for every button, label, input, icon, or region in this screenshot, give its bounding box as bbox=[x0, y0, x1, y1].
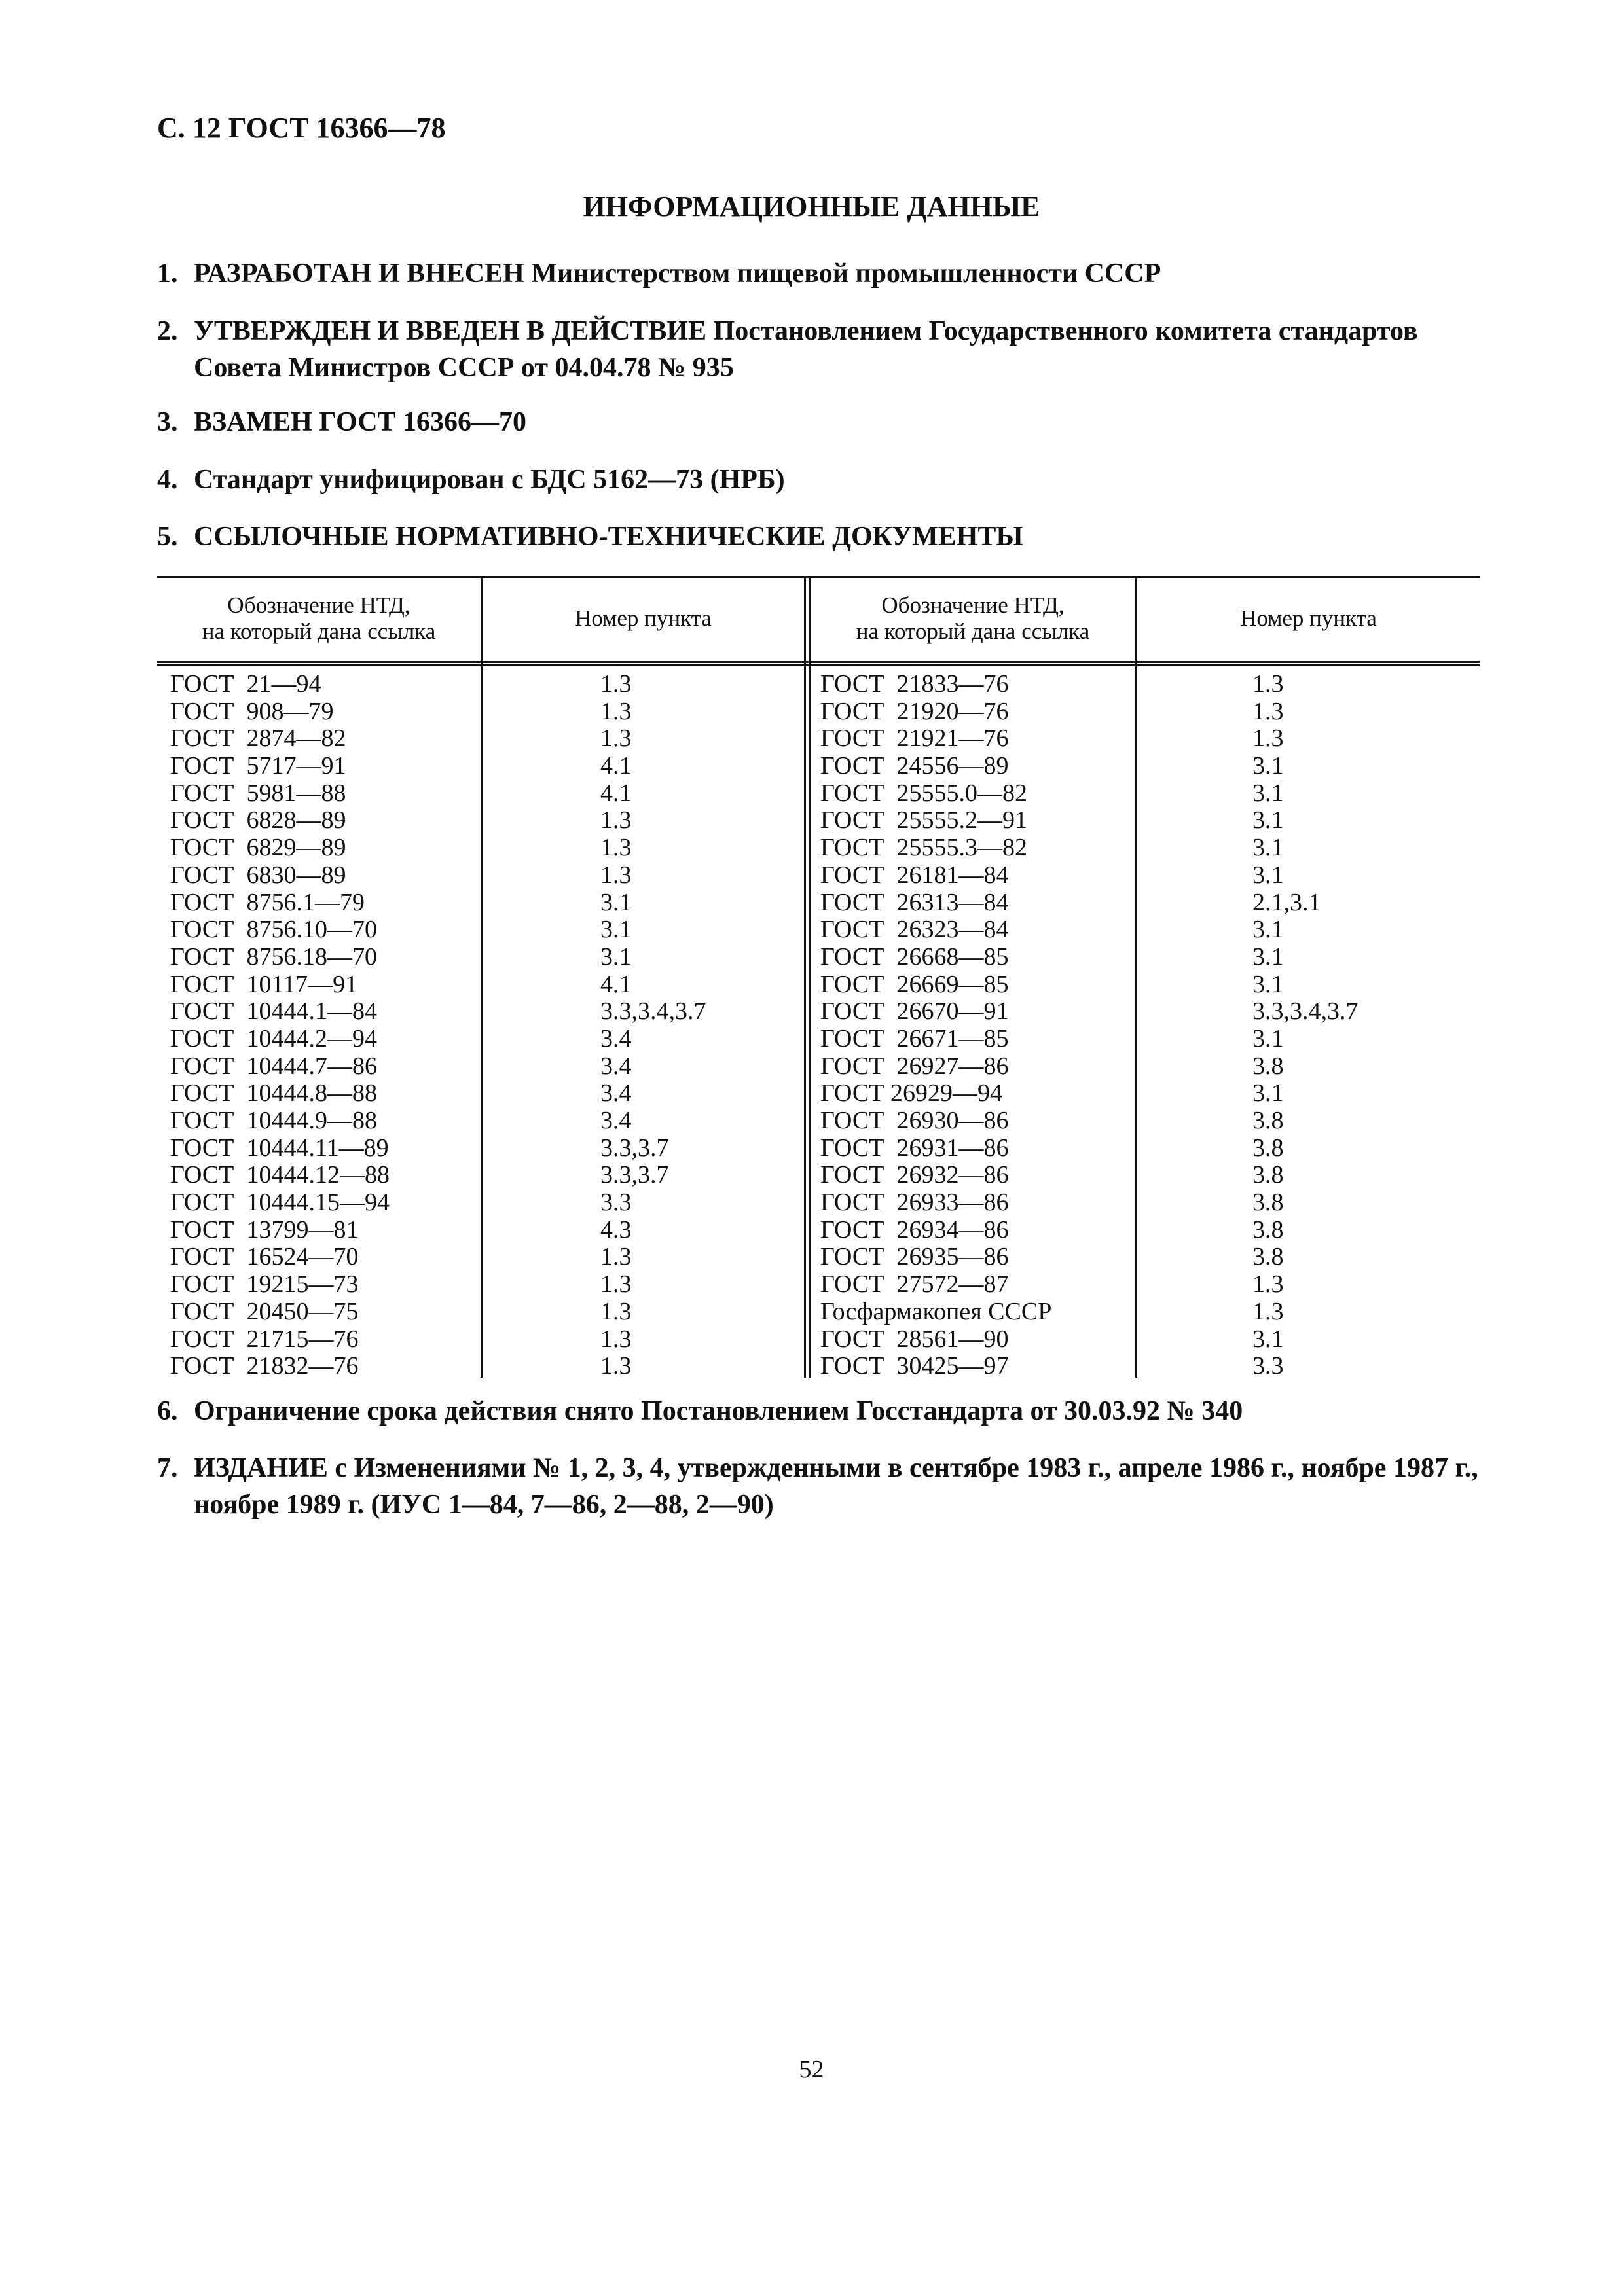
table-cell-doc: ГОСТ 21921—76 bbox=[820, 725, 1009, 753]
table-cell-doc: ГОСТ 2874—82 bbox=[170, 725, 346, 753]
item-lead: РАЗРАБОТАН И ВНЕСЕН bbox=[194, 259, 524, 289]
table-cell-point: 1.3 bbox=[600, 1352, 632, 1380]
table-cell-point: 1.3 bbox=[600, 1270, 632, 1299]
table-cell-doc: ГОСТ 6830—89 bbox=[170, 861, 346, 889]
table-cell-point: 3.1 bbox=[1252, 834, 1284, 862]
item-number: 5. bbox=[157, 522, 178, 552]
item-number: 4. bbox=[157, 465, 178, 495]
table-cell-point: 4.3 bbox=[600, 1215, 632, 1244]
page-header: С. 12 ГОСТ 16366—78 bbox=[157, 112, 446, 144]
table-cell-point: 1.3 bbox=[1252, 1270, 1284, 1299]
table-cell-doc: ГОСТ 8756.18—70 bbox=[170, 942, 377, 971]
table-cell-doc: ГОСТ 21715—76 bbox=[170, 1325, 359, 1353]
item-number: 2. bbox=[157, 316, 178, 346]
item-text: Стандарт унифицирован с БДС 5162—73 (НРБ) bbox=[194, 465, 785, 495]
column-divider bbox=[1135, 576, 1137, 1378]
table-cell-doc: ГОСТ 908—79 bbox=[170, 697, 334, 725]
table-cell-point: 3.1 bbox=[1252, 861, 1284, 889]
table-cell-doc: ГОСТ 26313—84 bbox=[820, 888, 1009, 916]
header-point-left: Номер пункта bbox=[575, 605, 712, 631]
table-cell-doc: ГОСТ 26671—85 bbox=[820, 1024, 1009, 1052]
table-cell-doc: ГОСТ 13799—81 bbox=[170, 1215, 359, 1244]
page-number: 52 bbox=[799, 2056, 824, 2083]
table-cell-point: 3.4 bbox=[600, 1024, 632, 1052]
table-cell-point: 3.1 bbox=[1252, 942, 1284, 971]
header-doc-right: Обозначение НТД, на который дана ссылка bbox=[856, 592, 1090, 644]
table-cell-point: 3.8 bbox=[1252, 1134, 1284, 1162]
table-cell-point: 3.1 bbox=[1252, 970, 1284, 998]
right-point-column bbox=[1252, 671, 1359, 1380]
table-cell-doc: ГОСТ 19215—73 bbox=[170, 1270, 359, 1299]
table-cell-doc: ГОСТ 16524—70 bbox=[170, 1243, 359, 1271]
table-cell-doc: ГОСТ 5981—88 bbox=[170, 779, 346, 807]
table-cell-doc: ГОСТ 21833—76 bbox=[820, 670, 1009, 698]
table-cell-doc: ГОСТ 8756.1—79 bbox=[170, 888, 365, 916]
table-cell-doc: ГОСТ 24556—89 bbox=[820, 752, 1009, 780]
table-cell-point: 1.3 bbox=[600, 806, 632, 834]
item-text: Ограничение срока действия снято Постановлением Госстандарта от 30.03.92 № 340 bbox=[194, 1396, 1243, 1426]
table-cell-doc: ГОСТ 20450—75 bbox=[170, 1297, 359, 1325]
table-cell-point: 1.3 bbox=[600, 1325, 632, 1353]
table-cell-point: 3.1 bbox=[1252, 1079, 1284, 1107]
table-cell-point: 3.8 bbox=[1252, 1052, 1284, 1080]
table-cell-point: 3.1 bbox=[600, 888, 632, 916]
table-cell-point: 3.3,3.7 bbox=[600, 1134, 669, 1162]
table-cell-doc: ГОСТ 26934—86 bbox=[820, 1215, 1009, 1244]
info-item-5 bbox=[157, 518, 1480, 555]
item-text: с Изменениями № 1, 2, 3, 4, утвержденными в сентябре 1983 г., апреле 1986 г., ноябре 1987 г., ноябре 1989 г. (ИУС 1—84, 7—86, 2—88, 2—90) bbox=[194, 1453, 1478, 1520]
table-cell-doc: ГОСТ 10444.12—88 bbox=[170, 1161, 390, 1189]
table-cell-point: 3.3 bbox=[1252, 1352, 1284, 1380]
table-cell-point: 3.3,3.7 bbox=[600, 1161, 669, 1189]
table-cell-point: 4.1 bbox=[600, 970, 632, 998]
item-lead: ИЗДАНИЕ bbox=[194, 1453, 328, 1483]
table-cell-doc: ГОСТ 25555.0—82 bbox=[820, 779, 1027, 807]
item-number: 3. bbox=[157, 407, 178, 437]
table-cell-doc: ГОСТ 26930—86 bbox=[820, 1107, 1009, 1134]
table-cell-doc: ГОСТ 10444.11—89 bbox=[170, 1134, 389, 1162]
item-text: Постановлением Государственного комитета стандартов Совета Министров СССР от 04.04.78 № 935 bbox=[194, 316, 1418, 383]
table-cell-doc: ГОСТ 10117—91 bbox=[170, 970, 358, 998]
table-cell-doc: ГОСТ 28561—90 bbox=[820, 1325, 1009, 1353]
table-cell-doc: ГОСТ 6828—89 bbox=[170, 806, 346, 834]
table-cell-point: 1.3 bbox=[600, 725, 632, 753]
table-cell-doc: ГОСТ 26931—86 bbox=[820, 1134, 1009, 1162]
table-cell-point: 3.4 bbox=[600, 1052, 632, 1080]
table-cell-doc: Госфармакопея СССР bbox=[820, 1297, 1052, 1325]
table-cell-doc: ГОСТ 26670—91 bbox=[820, 997, 1009, 1026]
table-cell-point: 3.3 bbox=[600, 1189, 632, 1217]
table-cell-point: 1.3 bbox=[600, 834, 632, 862]
table-cell-doc: ГОСТ 10444.2—94 bbox=[170, 1024, 377, 1052]
table-cell-point: 3.1 bbox=[1252, 806, 1284, 834]
table-cell-point: 3.8 bbox=[1252, 1107, 1284, 1134]
item-lead: ССЫЛОЧНЫЕ НОРМАТИВНО-ТЕХНИЧЕСКИЕ ДОКУМЕНТЫ bbox=[194, 522, 1023, 552]
table-cell-point: 1.3 bbox=[600, 697, 632, 725]
table-cell-point: 3.3,3.4,3.7 bbox=[600, 997, 706, 1026]
info-item-7 bbox=[157, 1450, 1480, 1523]
info-item-4 bbox=[157, 461, 1480, 498]
table-cell-point: 3.1 bbox=[1252, 752, 1284, 780]
item-text: Министерством пищевой промышленности СССР bbox=[524, 259, 1161, 289]
table-cell-point: 1.3 bbox=[1252, 725, 1284, 753]
table-cell-doc: ГОСТ 10444.7—86 bbox=[170, 1052, 377, 1080]
reference-table bbox=[157, 576, 1480, 1378]
header-doc-left: Обозначение НТД, на который дана ссылка bbox=[202, 592, 436, 644]
table-cell-doc: ГОСТ 10444.8—88 bbox=[170, 1079, 377, 1107]
table-cell-point: 2.1,3.1 bbox=[1252, 888, 1321, 916]
table-cell-point: 1.3 bbox=[600, 861, 632, 889]
info-item-3 bbox=[157, 404, 1480, 440]
table-cell-doc: ГОСТ 6829—89 bbox=[170, 834, 346, 862]
table-cell-point: 3.3,3.4,3.7 bbox=[1252, 997, 1359, 1026]
table-cell-point: 1.3 bbox=[600, 1297, 632, 1325]
table-cell-doc: ГОСТ 26181—84 bbox=[820, 861, 1009, 889]
table-cell-doc: ГОСТ 26668—85 bbox=[820, 942, 1009, 971]
table-cell-doc: ГОСТ 5717—91 bbox=[170, 752, 346, 780]
table-cell-point: 3.1 bbox=[1252, 1325, 1284, 1353]
table-cell-point: 1.3 bbox=[600, 1243, 632, 1271]
header-point-right: Номер пункта bbox=[1240, 605, 1377, 631]
table-cell-point: 3.8 bbox=[1252, 1215, 1284, 1244]
item-number: 6. bbox=[157, 1396, 178, 1426]
table-cell-doc: ГОСТ 21920—76 bbox=[820, 697, 1009, 725]
table-cell-doc: ГОСТ 10444.9—88 bbox=[170, 1107, 377, 1134]
table-cell-point: 3.8 bbox=[1252, 1189, 1284, 1217]
table-cell-point: 3.1 bbox=[1252, 779, 1284, 807]
table-cell-point: 3.1 bbox=[1252, 916, 1284, 944]
table-cell-doc: ГОСТ 25555.3—82 bbox=[820, 834, 1027, 862]
item-number: 1. bbox=[157, 259, 178, 289]
table-cell-point: 4.1 bbox=[600, 752, 632, 780]
right-doc-column bbox=[820, 671, 1051, 1380]
table-cell-doc: ГОСТ 21—94 bbox=[170, 670, 321, 698]
table-cell-point: 3.1 bbox=[600, 916, 632, 944]
item-lead: ВЗАМЕН ГОСТ 16366—70 bbox=[194, 407, 527, 437]
column-double-divider bbox=[804, 576, 811, 1378]
table-cell-point: 3.4 bbox=[600, 1107, 632, 1134]
item-lead: УТВЕРЖДЕН И ВВЕДЕН В ДЕЙСТВИЕ bbox=[194, 316, 707, 346]
info-item-2 bbox=[157, 313, 1480, 386]
table-cell-doc: ГОСТ 26669—85 bbox=[820, 970, 1009, 998]
table-cell-doc: ГОСТ 25555.2—91 bbox=[820, 806, 1027, 834]
table-header-rule bbox=[157, 661, 1480, 666]
table-cell-point: 1.3 bbox=[1252, 697, 1284, 725]
table-cell-point: 3.8 bbox=[1252, 1161, 1284, 1189]
table-cell-point: 3.4 bbox=[600, 1079, 632, 1107]
left-point-column bbox=[600, 671, 706, 1380]
table-cell-point: 1.3 bbox=[1252, 670, 1284, 698]
column-divider bbox=[481, 576, 483, 1378]
table-cell-point: 3.1 bbox=[600, 942, 632, 971]
table-cell-doc: ГОСТ 27572—87 bbox=[820, 1270, 1009, 1299]
table-cell-point: 1.3 bbox=[1252, 1297, 1284, 1325]
table-cell-doc: ГОСТ 30425—97 bbox=[820, 1352, 1009, 1380]
table-cell-doc: ГОСТ 8756.10—70 bbox=[170, 916, 377, 944]
section-title: ИНФОРМАЦИОННЫЕ ДАННЫЕ bbox=[583, 190, 1040, 223]
table-cell-point: 3.8 bbox=[1252, 1243, 1284, 1271]
table-cell-point: 3.1 bbox=[1252, 1024, 1284, 1052]
info-item-6 bbox=[157, 1393, 1480, 1429]
table-cell-point: 1.3 bbox=[600, 670, 632, 698]
table-cell-doc: ГОСТ 21832—76 bbox=[170, 1352, 359, 1380]
table-cell-doc: ГОСТ 10444.1—84 bbox=[170, 997, 377, 1026]
table-cell-doc: ГОСТ 26929—94 bbox=[820, 1079, 1002, 1107]
table-cell-doc: ГОСТ 26935—86 bbox=[820, 1243, 1009, 1271]
left-doc-column bbox=[170, 671, 390, 1380]
table-cell-doc: ГОСТ 26323—84 bbox=[820, 916, 1009, 944]
table-cell-doc: ГОСТ 26932—86 bbox=[820, 1161, 1009, 1189]
table-cell-point: 4.1 bbox=[600, 779, 632, 807]
item-number: 7. bbox=[157, 1453, 178, 1483]
table-cell-doc: ГОСТ 26933—86 bbox=[820, 1189, 1009, 1217]
info-item-1 bbox=[157, 255, 1480, 292]
table-cell-doc: ГОСТ 26927—86 bbox=[820, 1052, 1009, 1080]
table-cell-doc: ГОСТ 10444.15—94 bbox=[170, 1189, 390, 1217]
